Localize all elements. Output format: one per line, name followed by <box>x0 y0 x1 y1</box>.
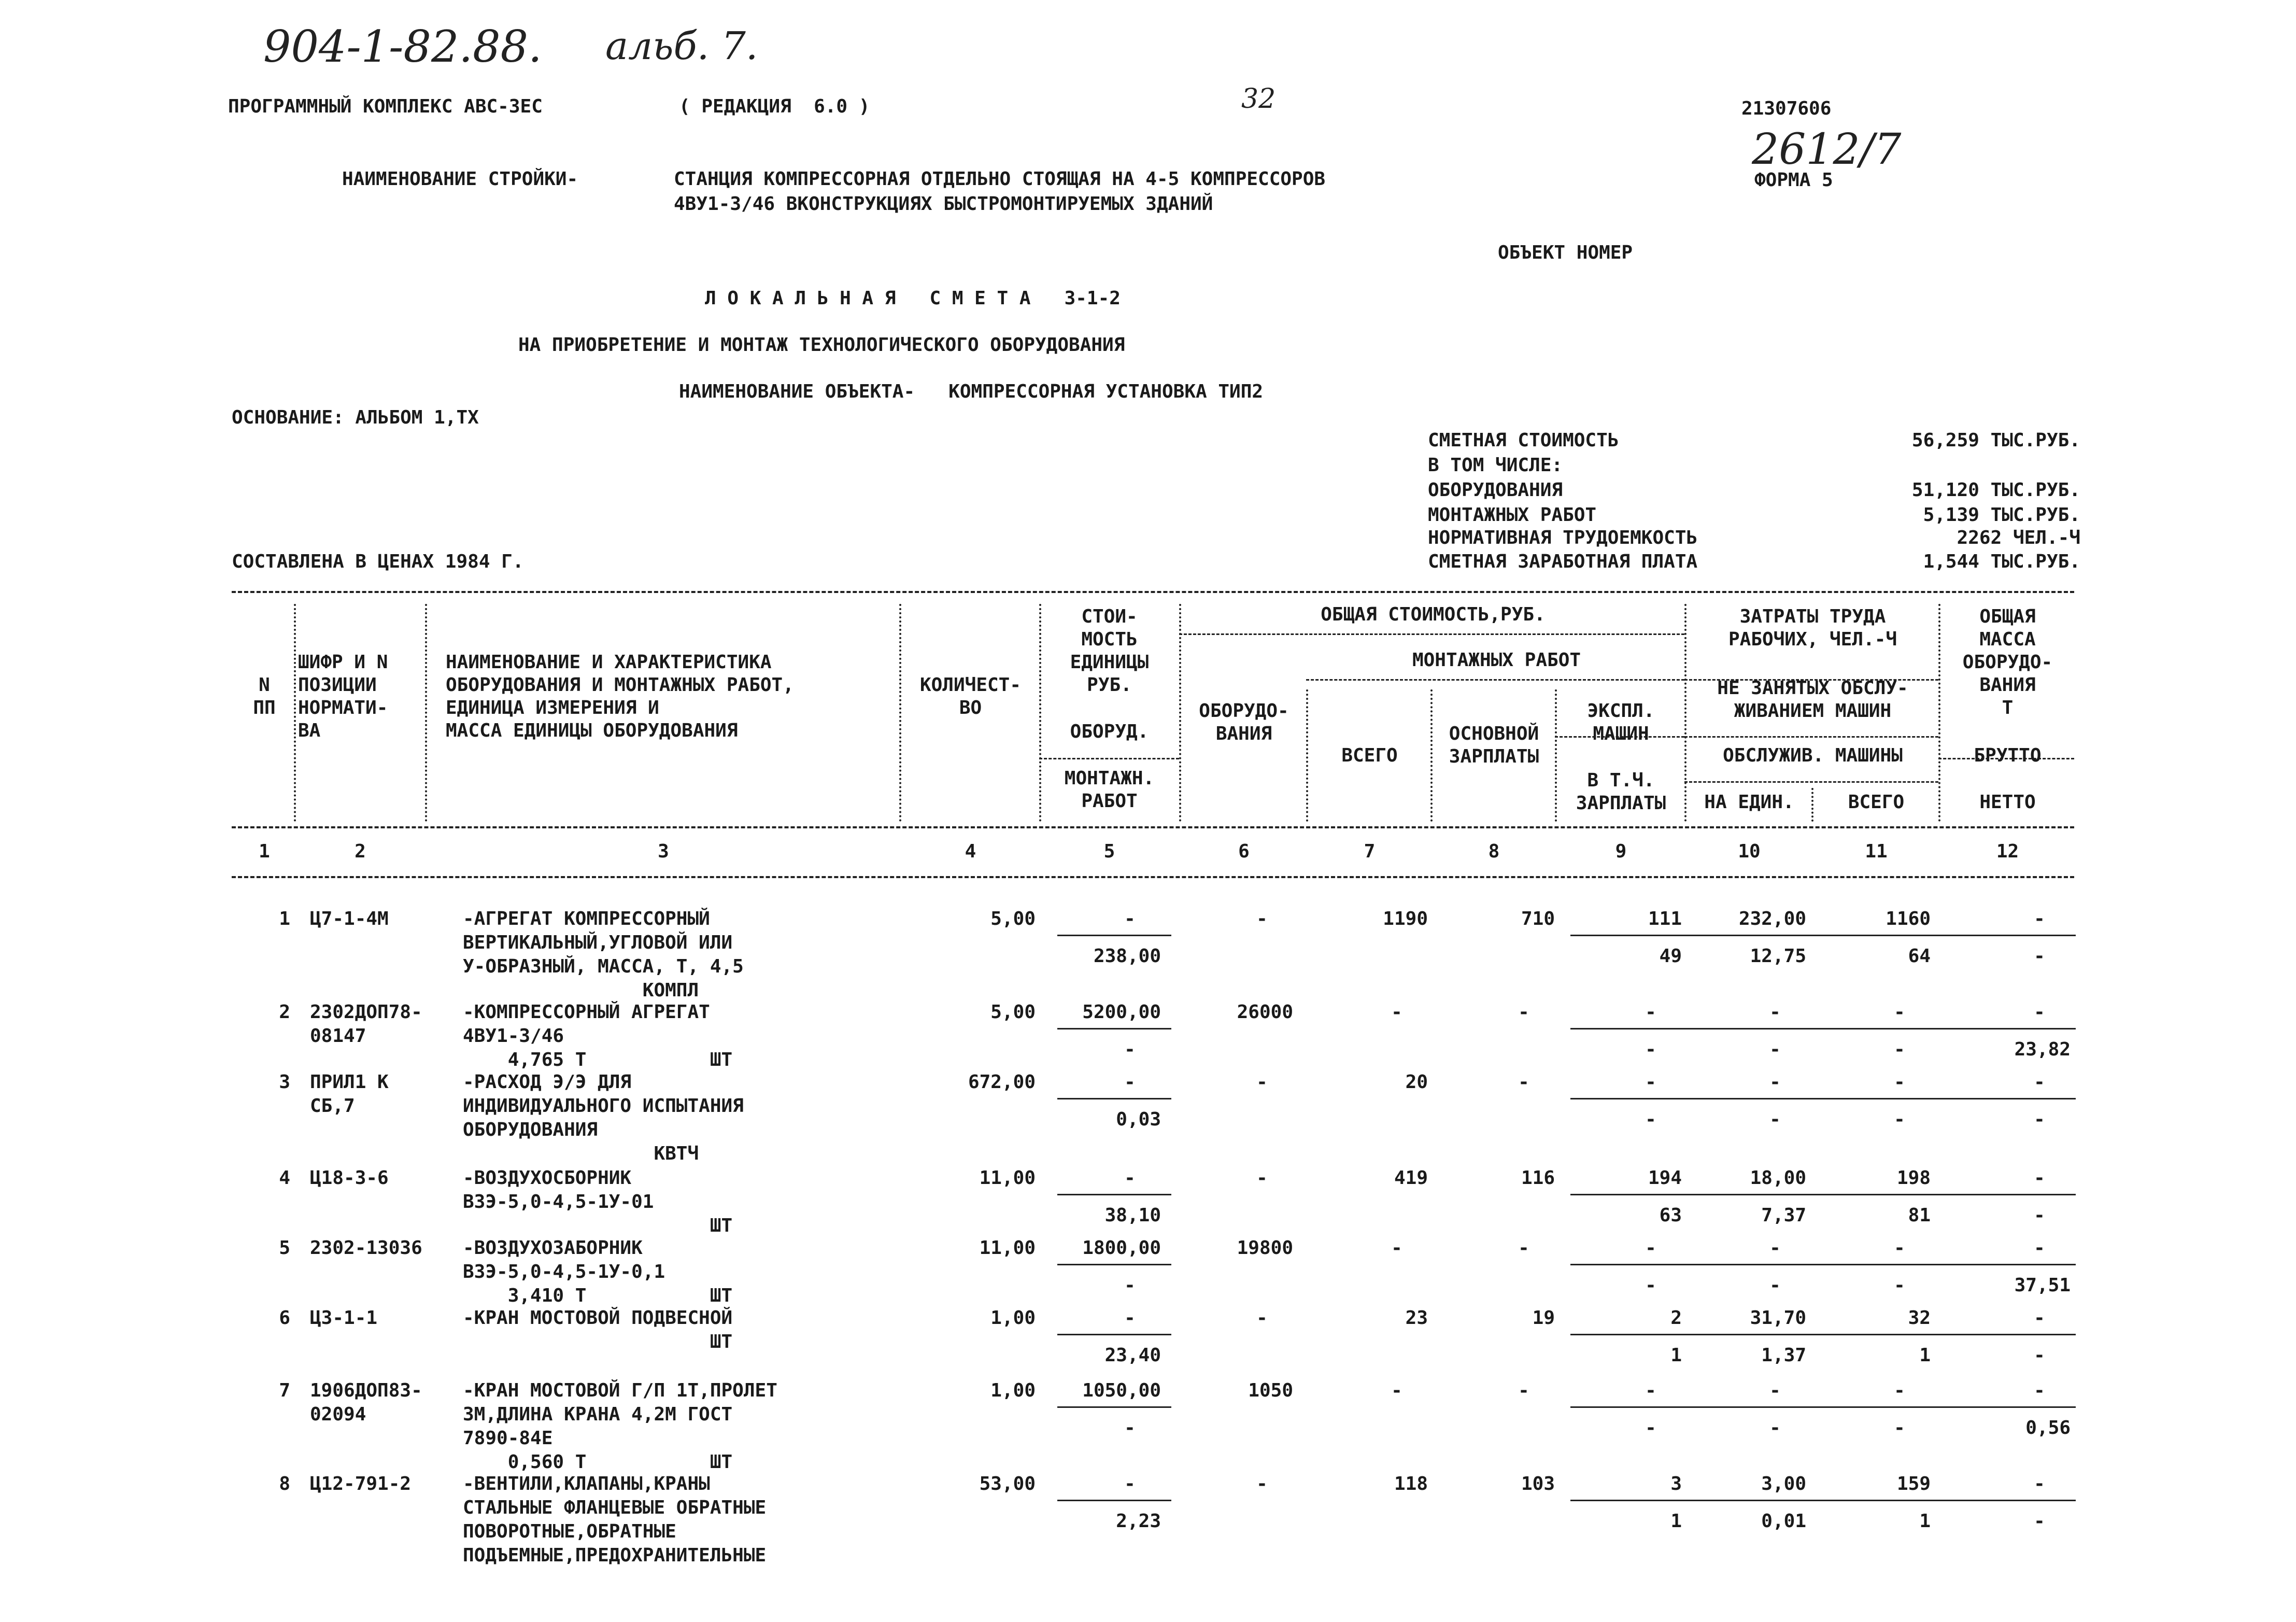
row-c12a: - <box>2034 1473 2045 1494</box>
estimate-title: Л О К А Л Ь Н А Я С М Е Т А 3-1-2 <box>705 288 1121 309</box>
object-name: НАИМЕНОВАНИЕ ОБЪЕКТА- КОМПРЕССОРНАЯ УСТАНОВКА ТИП2 <box>679 381 1264 402</box>
row-c10a: - <box>1769 1237 1781 1259</box>
row-description: КВТЧ <box>463 1143 699 1164</box>
row-description: 4,765 Т ШТ <box>463 1049 733 1070</box>
row-c12b: - <box>2034 1511 2045 1532</box>
cell-divider-rule <box>1570 1334 2076 1335</box>
row-c7: 1190 <box>1383 908 1428 929</box>
row-c10a: - <box>1769 1002 1781 1023</box>
row-number: 4 <box>279 1167 290 1189</box>
row-description: ШТ <box>463 1215 733 1236</box>
header-col3: НАИМЕНОВАНИЕ И ХАРАКТЕРИСТИКА ОБОРУДОВАНИЯ И МОНТАЖНЫХ РАБОТ, ЕДИНИЦА ИЗМЕРЕНИЯ И МАССА ЕДИНИЦЫ ОБОРУДОВАНИЯ <box>446 652 794 741</box>
column-numbers-bottom-rule <box>232 876 2074 878</box>
row-description: ШТ <box>463 1331 733 1352</box>
row-c8: 103 <box>1521 1473 1555 1494</box>
row-c9b: - <box>1645 1039 1656 1060</box>
column-separator <box>1938 604 1940 822</box>
row-c5a: 5200,00 <box>1082 1002 1161 1023</box>
column-number: 1 <box>259 841 270 862</box>
row-description: 7890-84Е <box>463 1428 553 1449</box>
row-quantity: 1,00 <box>990 1380 1036 1401</box>
summary-label: НОРМАТИВНАЯ ТРУДОЕМКОСТЬ <box>1428 527 1698 548</box>
row-quantity: 11,00 <box>979 1237 1036 1259</box>
header-col12-bot: НЕТТО <box>1979 792 2036 813</box>
object-number-label: ОБЪЕКТ НОМЕР <box>1498 242 1633 263</box>
column-separator <box>1811 788 1813 822</box>
column-number: 8 <box>1488 841 1500 862</box>
row-c5b: 2,23 <box>1116 1511 1161 1532</box>
construction-line-2: 4ВУ1-3/46 ВКОНСТРУКЦИЯХ БЫСТРОМОНТИРУЕМЫХ ЗДАНИЙ <box>674 193 1213 215</box>
row-c9b: 49 <box>1659 946 1682 967</box>
summary-value: 1,544 ТЫС.РУБ. <box>1923 551 2080 572</box>
row-description: У-ОБРАЗНЫЙ, МАССА, Т, 4,5 <box>463 956 744 977</box>
summary-value: 2262 ЧЕЛ.-Ч <box>1957 527 2080 548</box>
column-separator <box>294 604 296 822</box>
row-c6: 26000 <box>1237 1002 1293 1023</box>
header-sub-rule <box>1306 679 1684 681</box>
cell-divider-rule <box>1570 935 2076 936</box>
row-c9a: 194 <box>1648 1167 1682 1189</box>
summary-value: 5,139 ТЫС.РУБ. <box>1923 504 2080 526</box>
row-c5b: 0,03 <box>1116 1109 1161 1130</box>
row-c9a: - <box>1645 1071 1656 1093</box>
row-code: ПРИЛ1 К <box>310 1071 389 1093</box>
row-c9b: 63 <box>1659 1205 1682 1226</box>
summary-label: В ТОМ ЧИСЛЕ: <box>1428 455 1563 476</box>
edition-label: ( РЕДАКЦИЯ 6.0 ) <box>679 96 870 117</box>
header-labor-sub: НЕ ЗАНЯТЫХ ОБСЛУ- ЖИВАНИЕМ МАШИН <box>1717 678 1908 722</box>
row-c12b: - <box>2034 1345 2045 1366</box>
row-c9b: - <box>1645 1275 1656 1296</box>
row-number: 8 <box>279 1473 290 1494</box>
row-c11b: 1 <box>1919 1511 1931 1532</box>
row-description: ВЕРТИКАЛЬНЫЙ,УГЛОВОЙ ИЛИ <box>463 932 733 953</box>
row-c9b: 1 <box>1670 1511 1682 1532</box>
header-mass: ОБЩАЯ МАССА ОБОРУДО- ВАНИЯ Т <box>1962 606 2053 718</box>
row-quantity: 672,00 <box>968 1071 1036 1093</box>
cell-divider-rule <box>1057 1264 1171 1265</box>
header-sub-rule <box>1684 781 1938 783</box>
cell-divider-rule <box>1570 1264 2076 1265</box>
handwritten-inventory-number: 2612/7 <box>1752 125 1902 174</box>
row-description: -КРАН МОСТОВОЙ Г/П 1Т,ПРОЛЕТ <box>463 1380 777 1401</box>
row-number: 5 <box>279 1237 290 1259</box>
row-c11a: - <box>1894 1380 1905 1401</box>
row-c10b: 0,01 <box>1761 1511 1806 1532</box>
row-c6: - <box>1256 1071 1268 1093</box>
row-description: 3,410 Т ШТ <box>463 1285 733 1306</box>
row-c5a: - <box>1124 908 1136 929</box>
header-col6: ОБОРУДО- ВАНИЯ <box>1199 700 1289 744</box>
cell-divider-rule <box>1057 1406 1171 1408</box>
row-code: 2302-13036 <box>310 1237 422 1259</box>
header-sub-rule <box>1179 633 1684 635</box>
row-description: ВЗЭ-5,0-4,5-1У-0,1 <box>463 1261 665 1282</box>
row-code: СБ,7 <box>310 1095 355 1117</box>
row-code: 2302ДОП78- <box>310 1002 422 1023</box>
cell-divider-rule <box>1057 1098 1171 1099</box>
row-c12a: - <box>2034 908 2045 929</box>
row-c12b: - <box>2034 946 2045 967</box>
header-labor: ЗАТРАТЫ ТРУДА РАБОЧИХ, ЧЕЛ.-Ч <box>1728 606 1897 650</box>
row-c10b: 1,37 <box>1761 1345 1806 1366</box>
row-description: КОМПЛ <box>463 980 699 1001</box>
row-c11b: - <box>1894 1039 1905 1060</box>
cell-divider-rule <box>1057 935 1171 936</box>
prices-basis-label: СОСТАВЛЕНА В ЦЕНАХ 1984 Г. <box>232 551 524 572</box>
summary-label: СМЕТНАЯ СТОИМОСТЬ <box>1428 430 1619 451</box>
row-c8: - <box>1518 1237 1529 1259</box>
row-c10b: 12,75 <box>1750 946 1806 967</box>
summary-label: ОБОРУДОВАНИЯ <box>1428 479 1563 501</box>
estimate-subtitle: НА ПРИОБРЕТЕНИЕ И МОНТАЖ ТЕХНОЛОГИЧЕСКОГО ОБОРУДОВАНИЯ <box>518 334 1125 356</box>
row-description: -РАСХОД Э/Э ДЛЯ <box>463 1071 632 1093</box>
column-number: 9 <box>1615 841 1627 862</box>
column-separator <box>1555 689 1557 822</box>
row-number: 7 <box>279 1380 290 1401</box>
header-col5-top: СТОИ- МОСТЬ ЕДИНИЦЫ РУБ. <box>1070 606 1149 696</box>
column-number: 12 <box>1996 841 2019 862</box>
header-col5-mid: ОБОРУД. <box>1070 721 1149 742</box>
row-c8: 19 <box>1532 1307 1555 1329</box>
cell-divider-rule <box>1570 1028 2076 1029</box>
row-c10b: - <box>1769 1417 1781 1438</box>
row-description: -КРАН МОСТОВОЙ ПОДВЕСНОЙ <box>463 1307 733 1329</box>
cell-divider-rule <box>1570 1406 2076 1408</box>
row-c10b: 7,37 <box>1761 1205 1806 1226</box>
row-c5b: - <box>1124 1039 1136 1060</box>
row-description: -КОМПРЕССОРНЫЙ АГРЕГАТ <box>463 1002 710 1023</box>
cell-divider-rule <box>1570 1194 2076 1195</box>
row-code: Ц18-3-6 <box>310 1167 389 1189</box>
row-number: 1 <box>279 908 290 929</box>
header-col2: ШИФР И N ПОЗИЦИИ НОРМАТИ- ВА <box>298 652 388 741</box>
row-c7: - <box>1391 1002 1402 1023</box>
row-code: 02094 <box>310 1404 366 1425</box>
row-c9b: - <box>1645 1109 1656 1130</box>
row-c10a: - <box>1769 1380 1781 1401</box>
row-c11a: 198 <box>1896 1167 1931 1189</box>
cell-divider-rule <box>1057 1194 1171 1195</box>
row-c12b: 23,82 <box>2014 1039 2071 1060</box>
construction-label: НАИМЕНОВАНИЕ СТРОЙКИ- <box>342 168 578 190</box>
header-sub-rule <box>1684 736 1938 738</box>
program-label: ПРОГРАММНЫЙ КОМПЛЕКС АВС-3ЕС <box>228 96 543 117</box>
row-c5b: 238,00 <box>1093 946 1161 967</box>
row-c5a: 1800,00 <box>1082 1237 1161 1259</box>
row-number: 3 <box>279 1071 290 1093</box>
row-description: ИНДИВИДУАЛЬНОГО ИСПЫТАНИЯ <box>463 1095 744 1117</box>
column-number: 7 <box>1364 841 1376 862</box>
header-col5-bot: МОНТАЖН. РАБОТ <box>1064 768 1155 812</box>
row-description: 0,560 Т ШТ <box>463 1451 733 1473</box>
summary-label: МОНТАЖНЫХ РАБОТ <box>1428 504 1597 526</box>
row-c11a: - <box>1894 1002 1905 1023</box>
row-c5b: - <box>1124 1275 1136 1296</box>
row-c7: 419 <box>1394 1167 1428 1189</box>
row-c7: - <box>1391 1237 1402 1259</box>
row-c12a: - <box>2034 1167 2045 1189</box>
row-description: 3М,ДЛИНА КРАНА 4,2М ГОСТ <box>463 1404 733 1425</box>
row-c10b: - <box>1769 1109 1781 1130</box>
header-col9-top: ЭКСПЛ. МАШИН <box>1587 700 1655 744</box>
row-c11b: 81 <box>1908 1205 1931 1226</box>
column-number: 10 <box>1738 841 1761 862</box>
header-bottom-rule <box>232 826 2074 828</box>
row-c10a: 18,00 <box>1750 1167 1806 1189</box>
row-c6: - <box>1256 1473 1268 1494</box>
row-c9a: 3 <box>1670 1473 1682 1494</box>
handwritten-page-number: 32 <box>1241 83 1276 115</box>
row-quantity: 1,00 <box>990 1307 1036 1329</box>
row-c9b: 1 <box>1670 1345 1682 1366</box>
row-c10a: 3,00 <box>1761 1473 1806 1494</box>
header-col7: ВСЕГО <box>1341 745 1398 766</box>
cell-divider-rule <box>1057 1500 1171 1501</box>
header-total-cost: ОБЩАЯ СТОИМОСТЬ,РУБ. <box>1321 604 1546 625</box>
header-sub-rule <box>1039 758 1179 759</box>
row-c5b: 23,40 <box>1104 1345 1161 1366</box>
row-c7: 23 <box>1405 1307 1428 1329</box>
row-c5a: - <box>1124 1071 1136 1093</box>
basis-label: ОСНОВАНИЕ: АЛЬБОМ 1,ТХ <box>232 407 479 428</box>
header-labor-machines: ОБСЛУЖИВ. МАШИНЫ <box>1723 745 1903 766</box>
row-quantity: 11,00 <box>979 1167 1036 1189</box>
row-c10b: - <box>1769 1039 1781 1060</box>
column-number: 5 <box>1103 841 1115 862</box>
row-c11b: - <box>1894 1417 1905 1438</box>
column-number: 11 <box>1865 841 1888 862</box>
column-separator <box>1306 689 1308 822</box>
summary-value: 51,120 ТЫС.РУБ. <box>1911 479 2080 501</box>
row-number: 2 <box>279 1002 290 1023</box>
construction-line-1: СТАНЦИЯ КОМПРЕССОРНАЯ ОТДЕЛЬНО СТОЯЩАЯ НА 4-5 КОМПРЕССОРОВ <box>674 168 1326 190</box>
row-description: ПОВОРОТНЫЕ,ОБРАТНЫЕ <box>463 1521 676 1542</box>
cell-divider-rule <box>1057 1028 1171 1029</box>
row-c6: - <box>1256 908 1268 929</box>
column-separator <box>1179 604 1181 822</box>
header-col8: ОСНОВНОЙ ЗАРПЛАТЫ <box>1449 723 1539 767</box>
handwritten-album: альб. 7. <box>605 24 758 68</box>
row-description: -АГРЕГАТ КОМПРЕССОРНЫЙ <box>463 908 710 929</box>
row-description: -ВЕНТИЛИ,КЛАПАНЫ,КРАНЫ <box>463 1473 710 1494</box>
row-c11b: - <box>1894 1109 1905 1130</box>
row-c12a: - <box>2034 1307 2045 1329</box>
row-c9a: - <box>1645 1380 1656 1401</box>
row-c11b: 64 <box>1908 946 1931 967</box>
row-description: -ВОЗДУХОЗАБОРНИК <box>463 1237 643 1259</box>
row-c11a: 159 <box>1896 1473 1931 1494</box>
row-c7: - <box>1391 1380 1402 1401</box>
row-description: СТАЛЬНЫЕ ФЛАНЦЕВЫЕ ОБРАТНЫЕ <box>463 1497 767 1518</box>
column-separator <box>899 604 901 822</box>
row-c5b: 38,10 <box>1104 1205 1161 1226</box>
row-description: ПОДЪЕМНЫЕ,ПРЕДОХРАНИТЕЛЬНЫЕ <box>463 1545 767 1566</box>
row-c5a: - <box>1124 1473 1136 1494</box>
row-number: 6 <box>279 1307 290 1329</box>
header-mounting-works: МОНТАЖНЫХ РАБОТ <box>1412 650 1581 671</box>
header-col4: КОЛИЧЕСТ- ВО <box>919 674 1022 718</box>
row-c11b: - <box>1894 1275 1905 1296</box>
header-col9-bot: В Т.Ч. ЗАРПЛАТЫ <box>1576 770 1666 814</box>
column-number: 4 <box>965 841 976 862</box>
row-c8: - <box>1518 1071 1529 1093</box>
row-c10a: 232,00 <box>1738 908 1806 929</box>
table-top-rule <box>232 591 2074 593</box>
cell-divider-rule <box>1570 1098 2076 1099</box>
row-c11a: - <box>1894 1237 1905 1259</box>
header-col10: НА ЕДИН. <box>1704 792 1794 813</box>
row-c12b: - <box>2034 1109 2045 1130</box>
document-number: 21307606 <box>1741 98 1832 119</box>
row-c8: - <box>1518 1002 1529 1023</box>
row-c9a: - <box>1645 1002 1656 1023</box>
row-c6: - <box>1256 1307 1268 1329</box>
row-c8: 116 <box>1521 1167 1555 1189</box>
row-c9a: - <box>1645 1237 1656 1259</box>
column-separator <box>1430 689 1433 822</box>
row-c12a: - <box>2034 1071 2045 1093</box>
column-separator <box>425 604 427 822</box>
handwritten-doc-code: 904-1-82.88. <box>263 21 542 72</box>
row-c12b: 0,56 <box>2025 1417 2071 1438</box>
column-number: 2 <box>355 841 366 862</box>
row-code: Ц7-1-4М <box>310 908 389 929</box>
row-quantity: 5,00 <box>990 1002 1036 1023</box>
form-label: ФОРМА 5 <box>1754 170 1833 191</box>
row-quantity: 53,00 <box>979 1473 1036 1494</box>
row-c6: 1050 <box>1248 1380 1293 1401</box>
row-c12a: - <box>2034 1002 2045 1023</box>
cell-divider-rule <box>1057 1334 1171 1335</box>
row-c7: 118 <box>1394 1473 1428 1494</box>
header-col12-top: БРУТТО <box>1974 745 2042 766</box>
header-col11: ВСЕГО <box>1848 792 1905 813</box>
row-c5a: - <box>1124 1307 1136 1329</box>
row-c12a: - <box>2034 1237 2045 1259</box>
row-c8: - <box>1518 1380 1529 1401</box>
row-description: -ВОЗДУХОСБОРНИК <box>463 1167 632 1189</box>
header-col1: N ПП <box>253 674 276 718</box>
column-number: 3 <box>658 841 669 862</box>
row-c11a: 32 <box>1908 1307 1931 1329</box>
row-c10a: 31,70 <box>1750 1307 1806 1329</box>
row-code: 08147 <box>310 1025 366 1047</box>
row-code: Ц12-791-2 <box>310 1473 412 1494</box>
row-c5a: 1050,00 <box>1082 1380 1161 1401</box>
row-c5a: - <box>1124 1167 1136 1189</box>
summary-label: СМЕТНАЯ ЗАРАБОТНАЯ ПЛАТА <box>1428 551 1698 572</box>
column-separator <box>1684 604 1686 822</box>
row-c11a: - <box>1894 1071 1905 1093</box>
row-c12b: 37,51 <box>2014 1275 2071 1296</box>
row-c12a: - <box>2034 1380 2045 1401</box>
row-quantity: 5,00 <box>990 908 1036 929</box>
summary-value: 56,259 ТЫС.РУБ. <box>1911 430 2080 451</box>
cell-divider-rule <box>1570 1500 2076 1501</box>
row-description: ВЗЭ-5,0-4,5-1У-01 <box>463 1191 654 1212</box>
row-code: Ц3-1-1 <box>310 1307 378 1329</box>
row-c11b: 1 <box>1919 1345 1931 1366</box>
row-c5b: - <box>1124 1417 1136 1438</box>
row-c12b: - <box>2034 1205 2045 1226</box>
row-c11a: 1160 <box>1886 908 1931 929</box>
row-c9b: - <box>1645 1417 1656 1438</box>
row-code: 1906ДОП83- <box>310 1380 422 1401</box>
row-description: 4ВУ1-3/46 <box>463 1025 564 1047</box>
row-description: ОБОРУДОВАНИЯ <box>463 1119 598 1140</box>
row-c6: - <box>1256 1167 1268 1189</box>
row-c6: 19800 <box>1237 1237 1293 1259</box>
row-c8: 710 <box>1521 908 1555 929</box>
row-c7: 20 <box>1405 1071 1428 1093</box>
row-c10a: - <box>1769 1071 1781 1093</box>
row-c9a: 2 <box>1670 1307 1682 1329</box>
row-c10b: - <box>1769 1275 1781 1296</box>
column-number: 6 <box>1238 841 1250 862</box>
row-c9a: 111 <box>1648 908 1682 929</box>
